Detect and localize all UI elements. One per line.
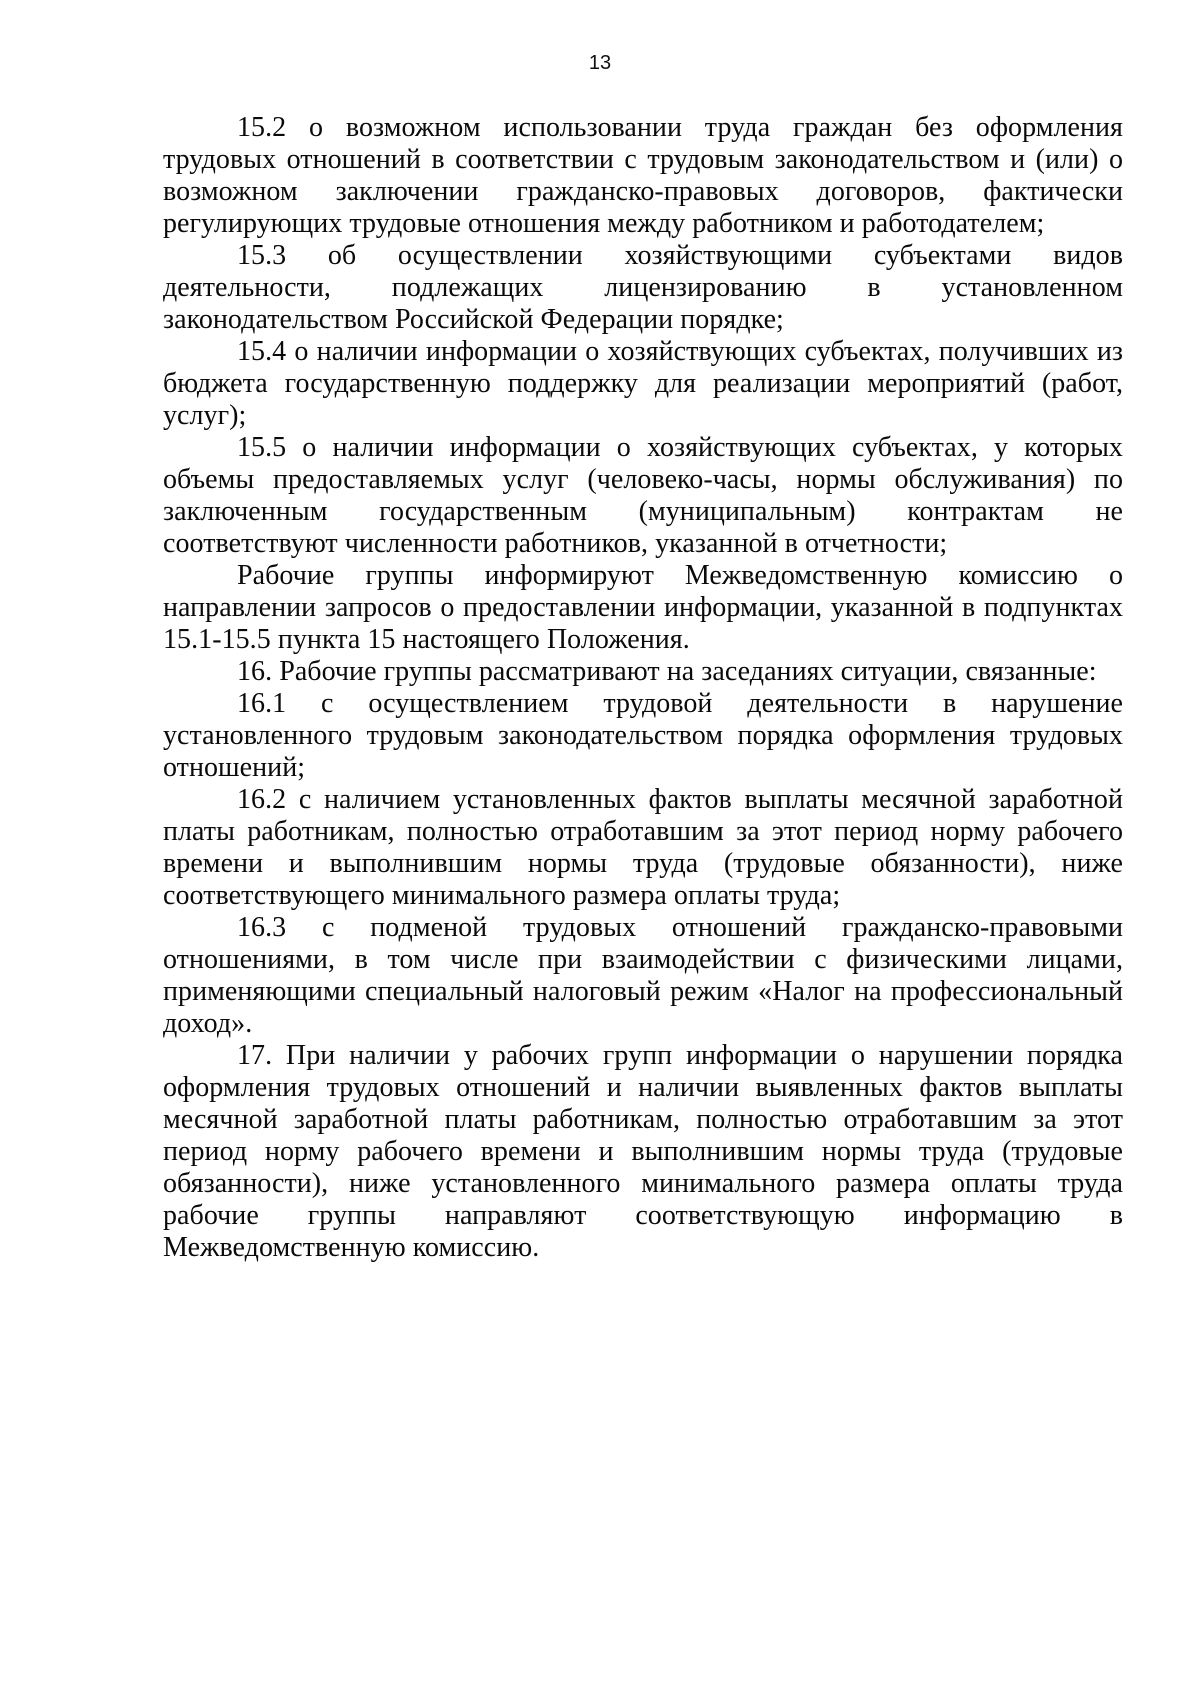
paragraph-16: 16. Рабочие группы рассматривают на заседаниях ситуации, связанные:: [237, 656, 1097, 687]
page-number: 13: [588, 52, 612, 74]
paragraph-16-1: 16.1 с осуществлением трудовой деятельности в нарушение установленного трудовым законодательством порядка оформления трудовых отношений;: [163, 688, 1123, 783]
paragraph-15-3: 15.3 об осуществлении хозяйствующими субъектами видов деятельности, подлежащих лицензированию в установленном законодательством Российской Федерации порядке;: [163, 240, 1123, 335]
paragraph-16-3: 16.3 с подменой трудовых отношений гражданско-правовыми отношениями, в том числе при взаимодействии с физическими лицами, применяющими специальный налоговый режим «Налог на профессиональный доход».: [163, 912, 1123, 1039]
paragraph-16-2: 16.2 с наличием установленных фактов выплаты месячной заработной платы работникам, полностью отработавшим за этот период норму рабочего времени и выполнившим нормы труда (трудовые обязанности), ниже соответствующего минимального размера оплаты труда;: [163, 784, 1123, 911]
paragraph-15-4: 15.4 о наличии информации о хозяйствующих субъектах, получивших из бюджета государственную поддержку для реализации мероприятий (работ, услуг);: [163, 336, 1123, 431]
paragraph-17: 17. При наличии у рабочих групп информации о нарушении порядка оформления трудовых отношений и наличии выявленных фактов выплаты месячной заработной платы работникам, полностью отработавшим за этот период норму рабочего времени и выполнившим нормы труда (трудовые обязанности), ниже установленного минимального размера оплаты труда рабочие группы направляют соответствующую информацию в Межведомственную комиссию.: [163, 1040, 1123, 1263]
paragraph-15-5: 15.5 о наличии информации о хозяйствующих субъектах, у которых объемы предоставляемых услуг (человеко-часы, нормы обслуживания) по заключенным государственным (муниципальным) контрактам не соответствуют численности работников, указанной в отчетности;: [163, 432, 1123, 559]
paragraph-working-groups-inform: Рабочие группы информируют Межведомственную комиссию о направлении запросов о предоставлении информации, указанной в подпунктах 15.1-15.5 пункта 15 настоящего Положения.: [163, 560, 1123, 655]
paragraph-15-2: 15.2 о возможном использовании труда граждан без оформления трудовых отношений в соответствии с трудовым законодательством и (или) о возможном заключении гражданско-правовых договоров, фактически регулирующих трудовые отношения между работником и работодателем;: [163, 112, 1123, 239]
document-body: [163, 112, 1123, 1264]
